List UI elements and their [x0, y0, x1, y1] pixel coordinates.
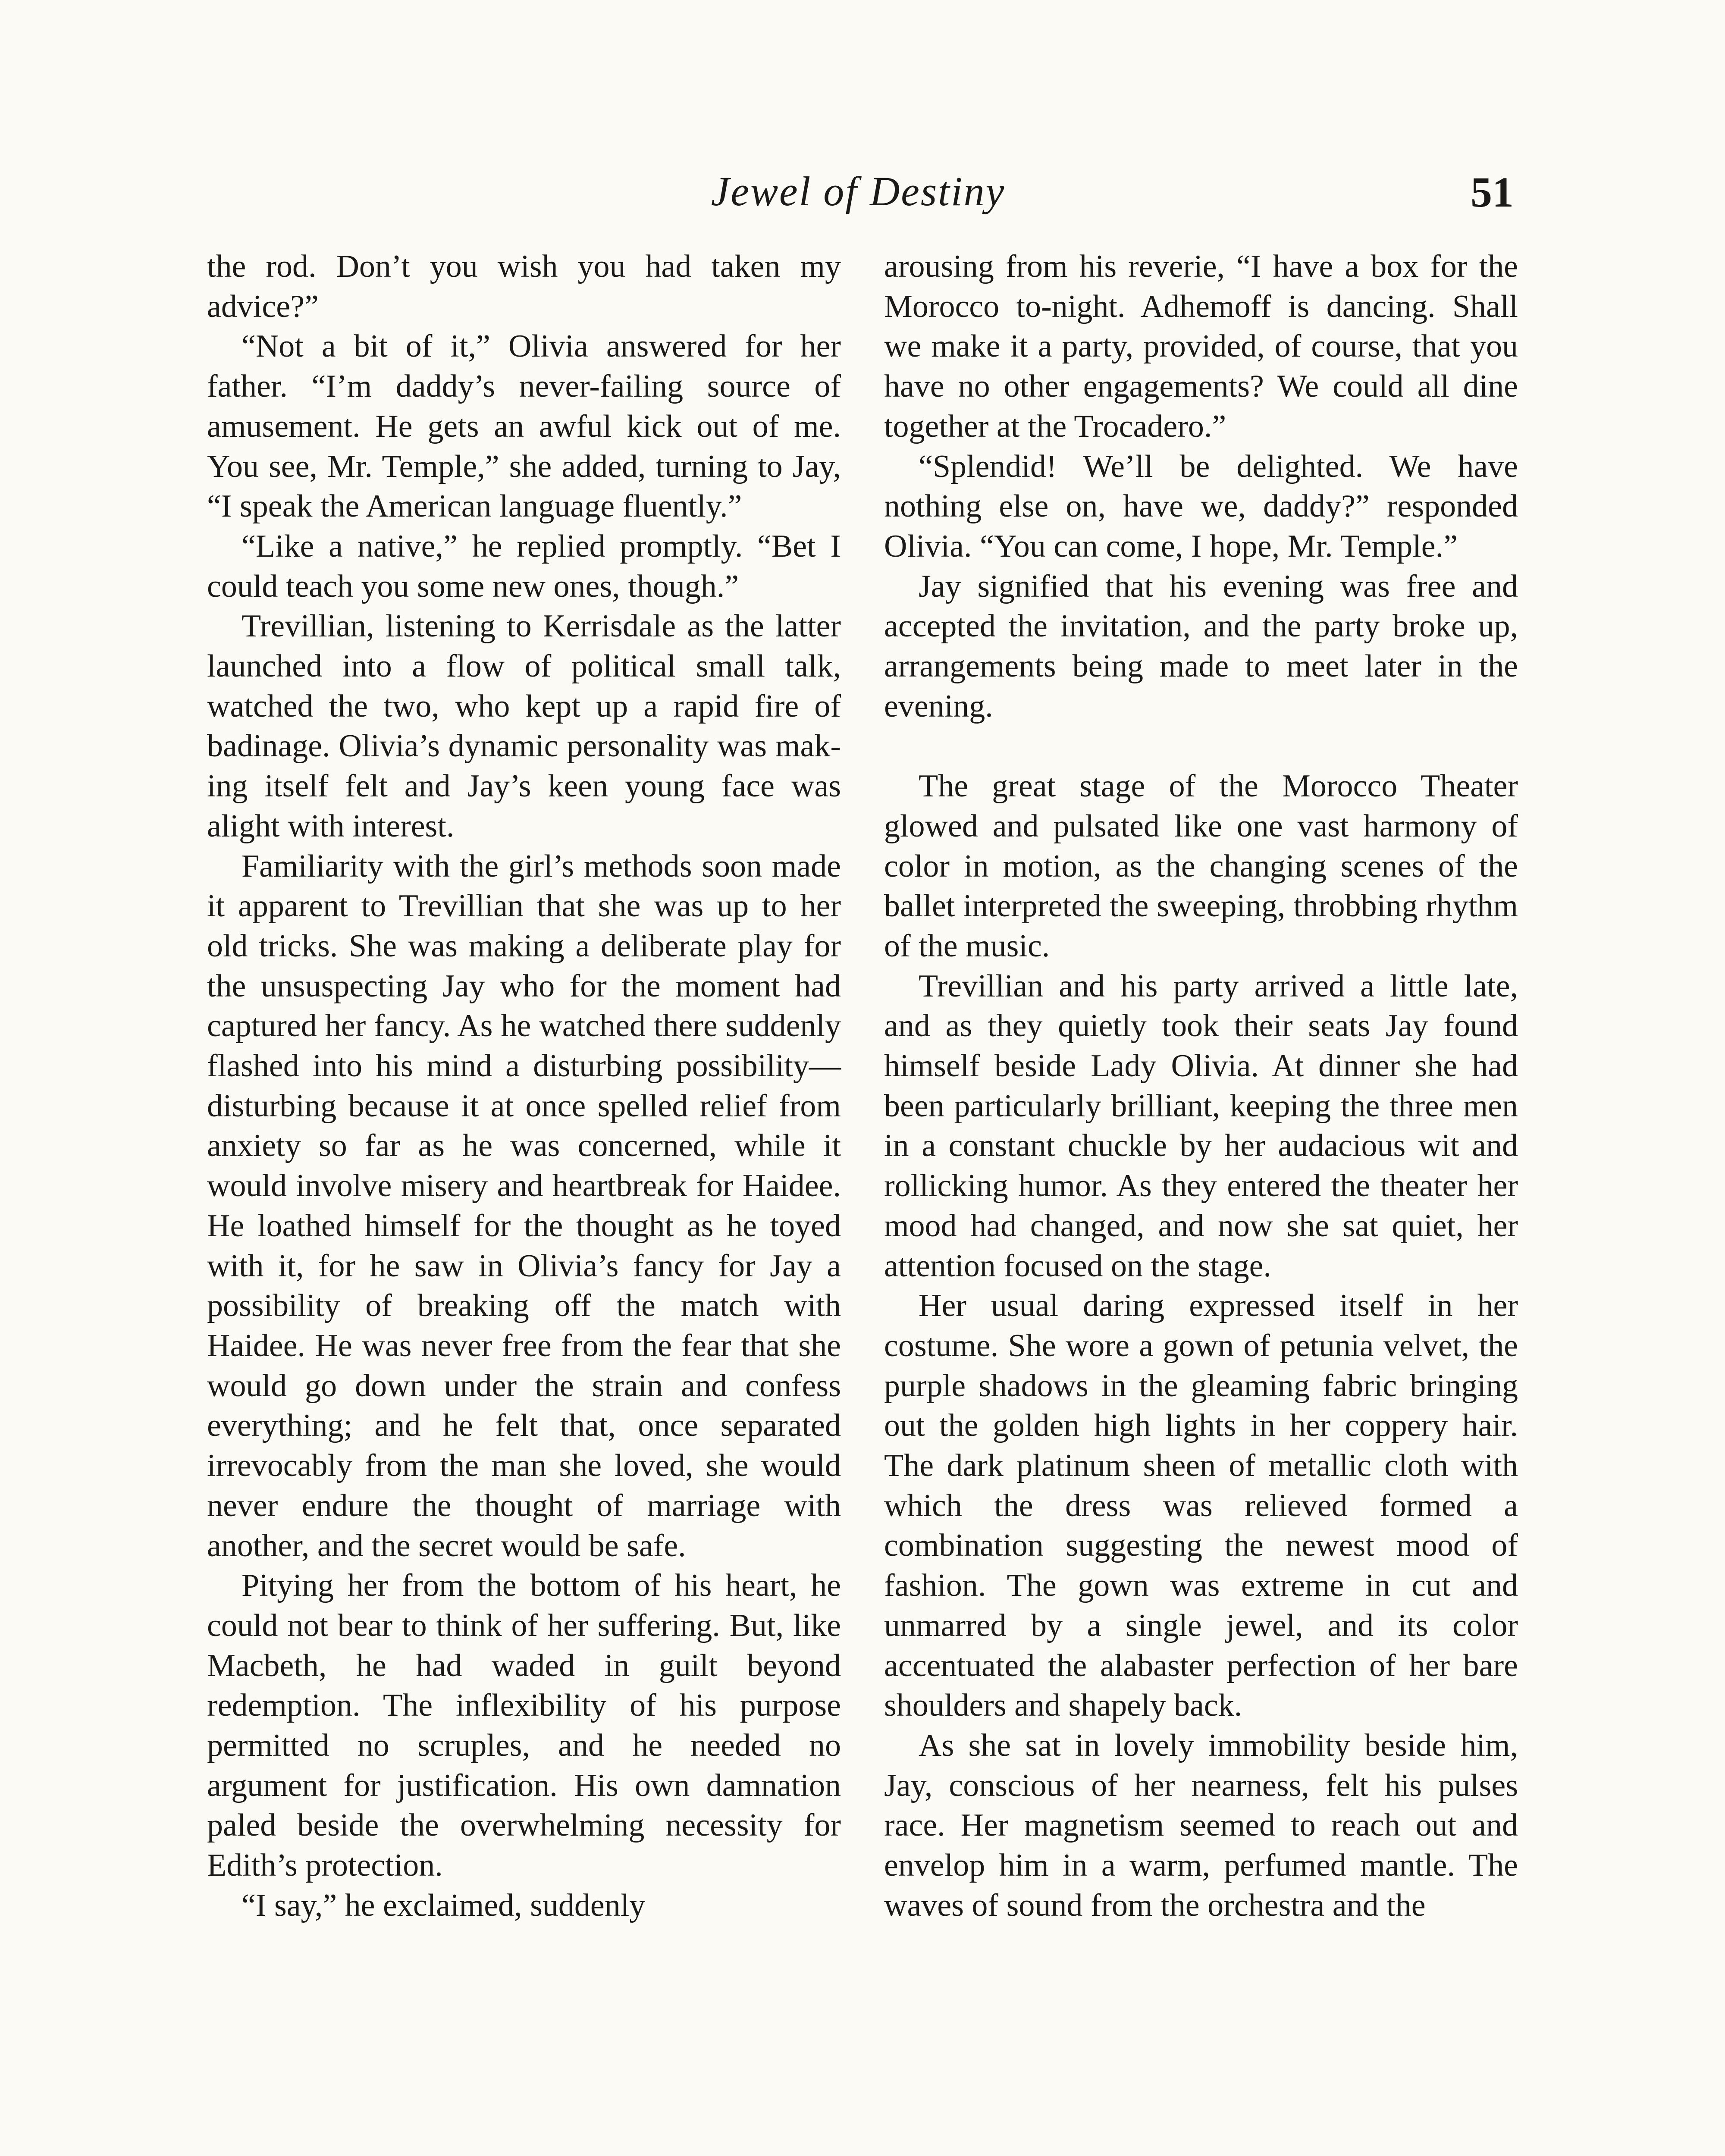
page-number: 51	[1471, 168, 1514, 216]
paragraph: The great stage of the Morocco Theater glowed and pulsated like one vast harmony of color in motion, as the changing scenes of the ballet interpreted the sweeping, throbbing rhythm of the music.	[884, 768, 1518, 964]
running-header	[203, 167, 1514, 228]
left-column	[207, 247, 841, 1926]
paragraph: “Like a native,” he replied promptly. “Bet I could teach you some new ones, though.”	[207, 528, 841, 604]
paragraph: Her usual daring expressed itself in her costume. She wore a gown of petunia velvet, the purple shadows in the gleaming fabric bringing out the golden high lights in her coppery hair. The dark platinum sheen of metallic cloth with which the dress was relieved formed a combination suggesting the newest mood of fashion. The gown was extreme in cut and unmarred by a single jewel, and its color accentuated the alabaster perfection of her bare shoulders and shapely back.	[884, 1288, 1518, 1724]
paragraph: Familiarity with the girl’s methods soon made it apparent to Trevillian that she was up to her old tricks. She was making a deliberate play for the unsuspecting Jay who for the moment had captured her fancy. As he watched there suddenly flashed into his mind a disturbing possibility—disturbing because it at once spelled relief from anxiety so far as he was concerned, while it would involve misery and heartbreak for Haidee. He loathed himself for the thought as he toyed with it, for he saw in Olivia’s fancy for Jay a possibility of breaking off the match with Haidee. He was never free from the fear that she would go down under the strain and confess everything; and he felt that, once separated irrevocably from the man she loved, she would never endure the thought of marriage with another, and the secret would be safe.	[207, 848, 841, 1564]
paragraph: “Not a bit of it,” Olivia answered for her father. “I’m daddy’s never-failing source of amusement. He gets an awful kick out of me. You see, Mr. Temple,” she added, turning to Jay, “I speak the American language fluently.”	[207, 329, 841, 524]
right-column	[884, 247, 1518, 1926]
paragraph: Pitying her from the bottom of his heart, he could not bear to think of her suffering. But, like Macbeth, he had waded in guilt beyond redemption. The inflexibility of his purpose permitted no scruples, and he needed no argument for justification. His own damnation paled beside the overwhelming necessity for Edith’s protection.	[207, 1568, 841, 1883]
paragraph: arousing from his reverie, “I have a box for the Morocco to-night. Adhemoff is dancing. Shall we make it a party, provided, of course, that you have no other engagements? We could all dine together at the Trocadero.”	[884, 249, 1518, 444]
paragraph: Trevillian and his party arrived a little late, and as they quietly took their seats Jay found himself beside Lady Olivia. At dinner she had been particularly brilliant, keeping the three men in a constant chuckle by her audacious wit and rollicking humor. As they entered the theater her mood had changed, and now she sat quiet, her attention focused on the stage.	[884, 968, 1518, 1284]
paragraph: As she sat in lovely immobility beside him, Jay, conscious of her nearness, felt his pulses race. Her magnetism seemed to reach out and envelop him in a warm, perfumed mantle. The waves of sound from the orchestra and the	[884, 1728, 1518, 1923]
paragraph: “I say,” he exclaimed, suddenly	[242, 1887, 646, 1923]
paragraph: the rod. Don’t you wish you had taken my advice?”	[207, 249, 841, 324]
running-title: Jewel of Destiny	[711, 168, 1006, 214]
paragraph: Trevillian, listening to Kerrisdale as the latter launched into a flow of political small talk, watched the two, who kept up a rapid fire of badinage. Olivia’s dynamic personality was making itself felt and Jay’s keen young face was alight with interest.	[207, 608, 841, 844]
paragraph: “Splendid! We’ll be delighted. We have nothing else on, have we, daddy?” responded Olivia. “You can come, I hope, Mr. Temple.”	[884, 448, 1518, 564]
paragraph: Jay signified that his evening was free and accepted the invitation, and the party broke up, arrangements being made to meet later in the evening.	[884, 568, 1518, 724]
